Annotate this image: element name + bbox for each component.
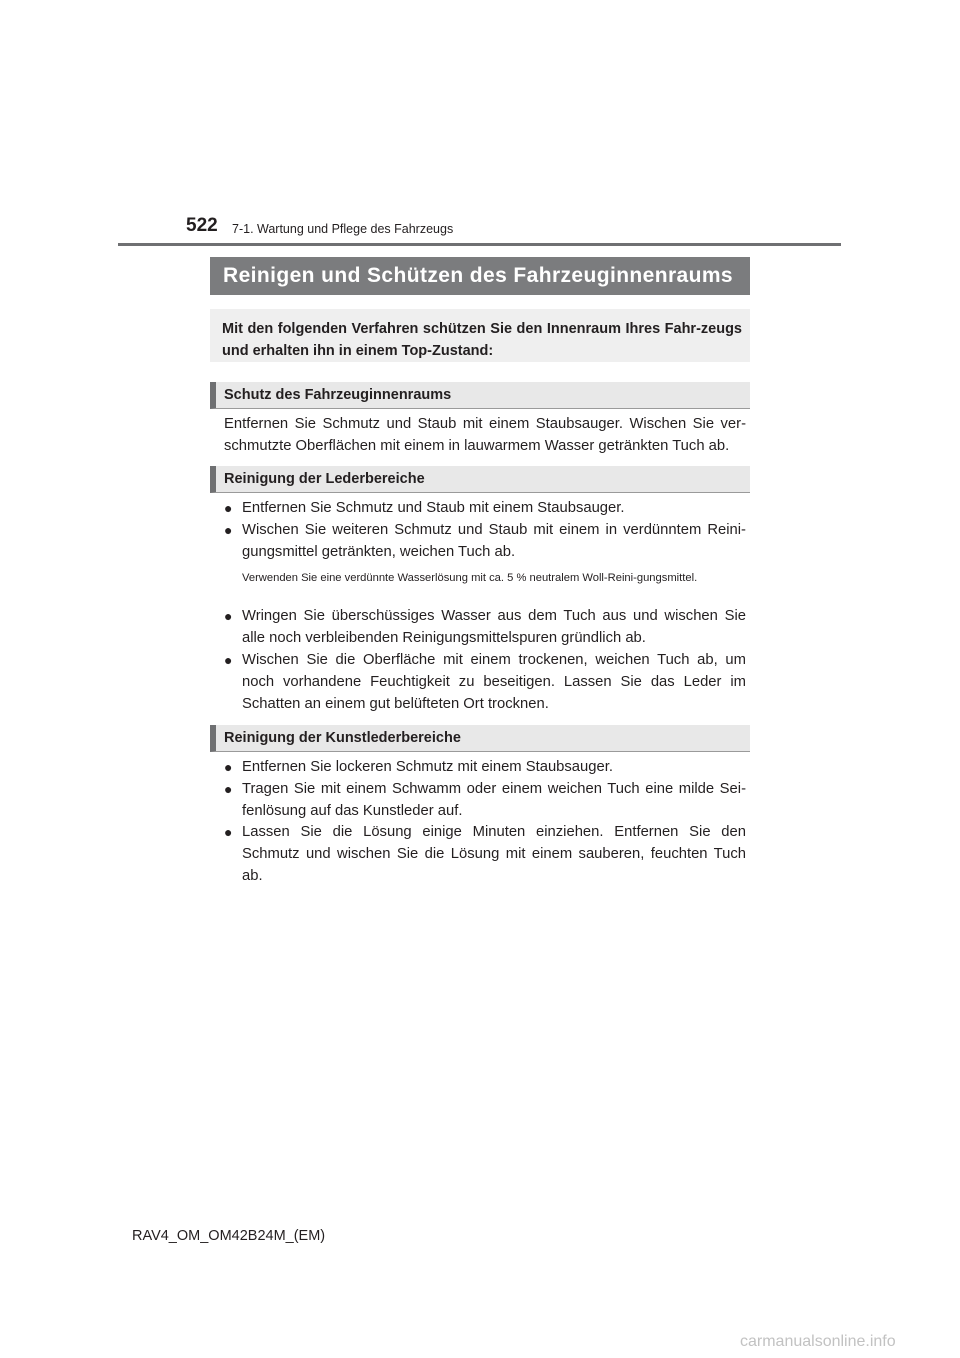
list-item-text: Wringen Sie überschüssiges Wasser aus dem Tuch aus und wischen Sie alle noch verbleibenden Reinigungsmittelspuren gründlich ab. [242, 608, 746, 646]
bullet-icon: ● [224, 652, 233, 668]
watermark: carmanualsonline.info [740, 1333, 896, 1350]
bullet-icon: ● [224, 500, 233, 516]
note-text: Verwenden Sie eine verdünnte Wasserlösung mit ca. 5 % neutralem Woll-Reini-gungsmittel. [242, 572, 698, 584]
header-divider [118, 243, 841, 246]
bullet-icon: ● [224, 759, 233, 775]
list-item [224, 778, 746, 822]
list-item [224, 497, 746, 519]
page-number: 522 [186, 215, 218, 236]
chapter-reference: 7-1. Wartung und Pflege des Fahrzeugs [232, 222, 454, 236]
bullet-icon: ● [224, 781, 233, 797]
subheading-kunstleder: Reinigung der Kunstlederbereiche [210, 725, 750, 752]
list-item-text: Wischen Sie weiteren Schmutz und Staub mit einem in verdünntem Reini-gungsmittel getränkten, weichen Tuch ab. [242, 522, 746, 560]
schutz-paragraph: Entfernen Sie Schmutz und Staub mit einem Staubsauger. Wischen Sie ver-schmutzte Oberflächen mit einem in lauwarmem Wasser getränkten Tuch ab. [224, 416, 746, 454]
list-item [224, 605, 746, 649]
section-title: Reinigen und Schützen des Fahrzeuginnenraums [210, 257, 750, 295]
document-code: RAV4_OM_OM42B24M_(EM) [132, 1228, 326, 1244]
list-item [224, 821, 746, 887]
list-item [224, 649, 746, 715]
intro-box [210, 309, 750, 362]
list-item-text: Entfernen Sie Schmutz und Staub mit einem Staubsauger. [242, 500, 625, 516]
subheading-schutz: Schutz des Fahrzeuginnenraums [210, 382, 750, 409]
bullet-icon: ● [224, 522, 233, 538]
intro-text: Mit den folgenden Verfahren schützen Sie den Innenraum Ihres Fahr-zeugs und erhalten ihn in einem Top-Zustand: [222, 321, 742, 359]
bullet-icon: ● [224, 608, 233, 624]
list-item-text: Lassen Sie die Lösung einige Minuten einziehen. Entfernen Sie den Schmutz und wischen Sie die Lösung mit einem sauberen, feuchten Tuch ab. [242, 824, 746, 884]
list-item-text: Wischen Sie die Oberfläche mit einem trockenen, weichen Tuch ab, um noch vorhandene Feuchtigkeit zu beseitigen. Lassen Sie das Leder im Schatten an einem gut belüfteten Ort trocknen. [242, 652, 746, 712]
subheading-leder: Reinigung der Lederbereiche [210, 466, 750, 493]
bullet-icon: ● [224, 824, 233, 840]
list-item [224, 519, 746, 563]
list-item [224, 756, 746, 778]
list-item-text: Tragen Sie mit einem Schwamm oder einem weichen Tuch eine milde Sei-fenlösung auf das Kunstleder auf. [242, 781, 746, 819]
list-item-text: Entfernen Sie lockeren Schmutz mit einem Staubsauger. [242, 759, 613, 775]
